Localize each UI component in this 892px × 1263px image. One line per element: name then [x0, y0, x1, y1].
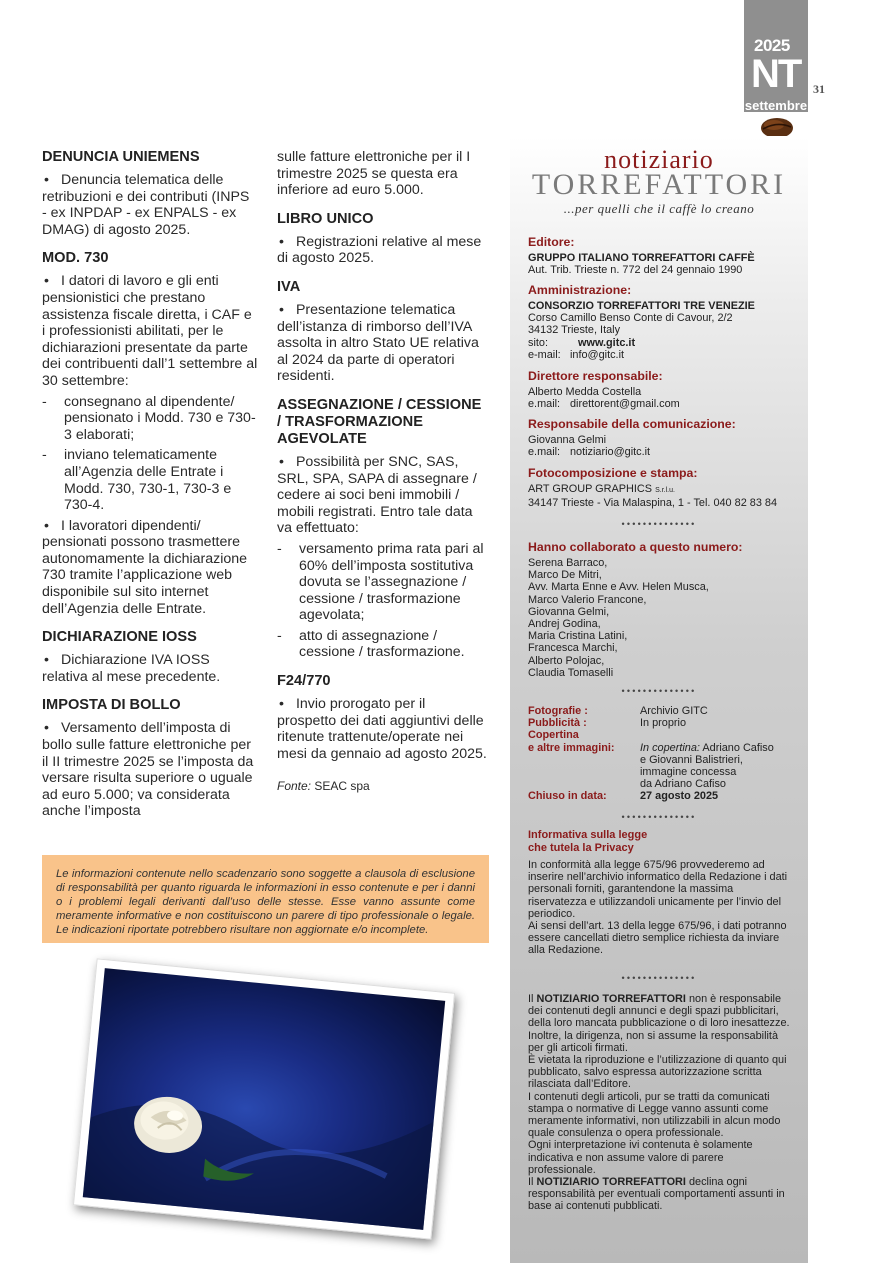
disclaimer-box: Le informazioni contenute nello scadenzario sono soggette a clausola di esclusione di responsabilità per quanto riguarda le informazioni in esso contenute e per i danni o i problemi legali derivanti dall’uso delle stesse. Esse vanno assunte come meramente informative e non costituiscono un parere di tipo professionale o legale. Le indicazioni riportate potrebbero risultare non aggiornate e/o incomplete.: [42, 855, 489, 943]
administration-block: Amministrazione: CONSORZIO TORREFATTORI TRE VENEZIE Corso Camillo Benso Conte di Cavour, 2/2 34132 Trieste, Italy sito: www.gitc.it e-mail: info@gitc.it: [528, 283, 755, 361]
separator-dots: ••••••••••••••: [621, 519, 697, 529]
photo-image: [83, 968, 445, 1230]
section-text: • Presentazione telematica dell’istanza di rimborso dell’IVA assolta in altro Stato UE relativa al 2024 da parte di operatori residenti.: [277, 302, 487, 385]
deadlines-column-middle: [277, 149, 487, 799]
dash-item: - versamento prima rata pari al 60% dell’imposta sostitutiva dovuta se l’assegnazione / cessione / trasformazione agevolata;: [277, 540, 484, 624]
list-item: Giovanna Gelmi,: [528, 605, 610, 618]
list-item: Marco De Mitri,: [528, 569, 602, 582]
section-title: IMPOSTA DI BOLLO: [42, 697, 181, 714]
logo-tagline: ...per quelli che il caffè lo creano: [563, 201, 755, 216]
list-item: Serena Barraco,: [528, 557, 608, 569]
editor-block: Editore: GRUPPO ITALIANO TORREFATTORI CAFFÈ Aut. Trib. Trieste n. 772 del 24 gennaio 1990: [528, 235, 755, 277]
section-title: LIBRO UNICO: [277, 210, 374, 227]
section-text: • Versamento dell’imposta di bollo sulle fatture elettroniche per il II trimestre 2025 se l’imposta da versare risulta superiore o uguale ad euro 5.000; va considerata anche l’imposta: [42, 720, 258, 820]
list-item: Francesca Marchi,: [528, 642, 618, 655]
section-text: • I lavoratori dipendenti/ pensionati possono trasmettere autonomamente la dichiarazione 730 tramite l’applicazione web disponibile sul sito internet dell’Agenzia delle Entrate.: [42, 518, 258, 618]
responsibility-block: Il NOTIZIARIO TORREFATTORI non è responsabile dei contenuti degli annunci e degli spazi pubblicitari, della loro mancata pubblicazione o di loro inesattezze. Inoltre, la dirigenza, non si assume la responsabilità per gli articoli firmati. È vietata la riproduzione e l’utilizzazione di quanto qui pubblicato, salvo espressa autorizzazione scritta rilasciata dall’Editore. I contenuti degli articoli, pur se tratti da comunicati stampa o normative di Legge vanno assunti come meramente informativi, non utilizzabili in alcun modo quale consulenza o opera professionale. Ogni interpretazione ivi contenuta è solamente indicativa e non assume valore di parere professionale. Il NOTIZIARIO TORREFATTORI declina ogni responsabilità per eventuali comportamenti assunti in base ai contenuti pubblicati.: [528, 993, 790, 1213]
separator-dots: ••••••••••••••: [621, 686, 697, 696]
rose-photo: [84, 975, 444, 1225]
list-item: Avv. Marta Enne e Avv. Helen Musca,: [528, 581, 709, 594]
section-text: sulle fatture elettroniche per il I trimestre 2025 se questa era inferiore ad euro 5.000.: [277, 149, 471, 199]
dash-item: - inviano telematicamente all’Agenzia delle Entrate i Modd. 730, 730-1, 730-3 e 730-4.: [42, 447, 232, 514]
dash-item: - atto di assegnazione / cessione / trasformazione.: [277, 627, 465, 661]
list-item: Andrej Godina,: [528, 618, 601, 631]
photo-frame: [73, 958, 455, 1239]
logo-notiziario: notiziario: [604, 145, 714, 174]
source-note: Fonte: SEAC spa: [277, 779, 370, 794]
privacy-block: Informativa sulla legge che tutela la Privacy In conformità alla legge 675/96 provvederemo ad inserire nell’archivio informatico della Redazione i dati personali forniti, garantendone la massima riservatezza e utilizzandoli unicamente per l’invio del periodico. Ai sensi dell’art. 13 della legge 675/96, i dati potranno essere cancellati dietro semplice richiesta da inviare alla Redazione.: [528, 829, 788, 957]
section-text: • Dichiarazione IVA IOSS relativa al mese precedente.: [42, 652, 258, 685]
section-title: IVA: [277, 278, 301, 295]
separator-dots: ••••••••••••••: [621, 812, 697, 822]
list-item: Marco Valerio Francone,: [528, 593, 647, 606]
section-title: F24/770: [277, 673, 331, 690]
printing-block: Fotocomposizione e stampa: ART GROUP GRAPHICS S.r.l.u. 34147 Trieste - Via Malaspina, 1 - Tel. 040 82 83 84: [528, 466, 778, 510]
list-item: Alberto Polojac,: [528, 654, 605, 667]
issue-year: 2025: [754, 36, 790, 55]
email-link[interactable]: info@gitc.it: [570, 348, 625, 361]
list-item: Maria Cristina Latini,: [528, 630, 628, 643]
list-item: Claudia Tomaselli: [528, 666, 614, 679]
section-title: MOD. 730: [42, 250, 109, 267]
issue-month: settembre: [744, 98, 808, 113]
dash-item: - consegnano al dipendente/ pensionato i Modd. 730 e 730-3 elaborati;: [42, 393, 256, 443]
communication-block: Responsabile della comunicazione: Giovanna Gelmi e.mail: notiziario@gitc.it: [528, 417, 736, 459]
logo-torrefattori: TORREFATTORI: [531, 168, 787, 201]
email-link[interactable]: notiziario@gitc.it: [570, 446, 651, 459]
director-block: Direttore responsabile: Alberto Medda Costella e.mail: direttorent@gmail.com: [528, 369, 680, 411]
section-title: ASSEGNAZIONE / CESSIONE / TRASFORMAZIONE AGEVOLATE: [277, 396, 482, 447]
section-text: • Possibilità per SNC, SAS, SRL, SPA, SAPA di assegnare / cedere ai soci beni immobili / mobili registrati. Entro tale data va effettuato:: [277, 454, 487, 537]
section-title: DICHIARAZIONE IOSS: [42, 629, 197, 646]
issue-mark: NT: [751, 52, 801, 96]
white-rose-illustration: [83, 968, 445, 1230]
section-text: • Denuncia telematica delle retribuzioni e dei contributi (INPS - ex INPDAP - ex ENPALS - ex DMAG) di agosto 2025.: [42, 172, 258, 238]
credits-block: Fotografie : Archivio GITC Pubblicità : In proprio Copertina e altre immagini: In copertina: Adriano Cafiso e Giovanni Balistrieri, immagine concessa da Adriano Cafiso Chiuso in data: 27 agosto 2025: [528, 705, 774, 803]
separator-dots: ••••••••••••••: [621, 973, 697, 983]
section-text: • I datori di lavoro e gli enti pensionistici che prestano assistenza fiscale diretta, i CAF e i professionisti abilitati, per le dichiarazioni presentate da parte dei contribuenti dall’1 settembre al 30 settembre:: [42, 273, 258, 389]
collaborators-block: Hanno collaborato a questo numero: Serena Barraco, Marco De Mitri, Avv. Marta Enne e Avv. Helen Musca, Marco Valerio Francone, Giovanna Gelmi, Andrej Godina, Maria Cristina Latini, Francesca Marchi, Alberto Polojac, Claudia Tomaselli: [528, 540, 798, 679]
website-link[interactable]: www.gitc.it: [578, 336, 636, 349]
page-number: 31: [813, 82, 825, 96]
section-text: • Invio prorogato per il prospetto dei dati aggiuntivi delle ritenute trattenute/operate nei mesi da gennaio ad agosto 2025.: [277, 696, 487, 762]
deadlines-column-left: [42, 149, 258, 824]
section-title: DENUNCIA UNIEMENS: [42, 149, 200, 165]
section-text: • Registrazioni relative al mese di agosto 2025.: [277, 234, 487, 267]
email-link[interactable]: direttorent@gmail.com: [570, 398, 680, 411]
